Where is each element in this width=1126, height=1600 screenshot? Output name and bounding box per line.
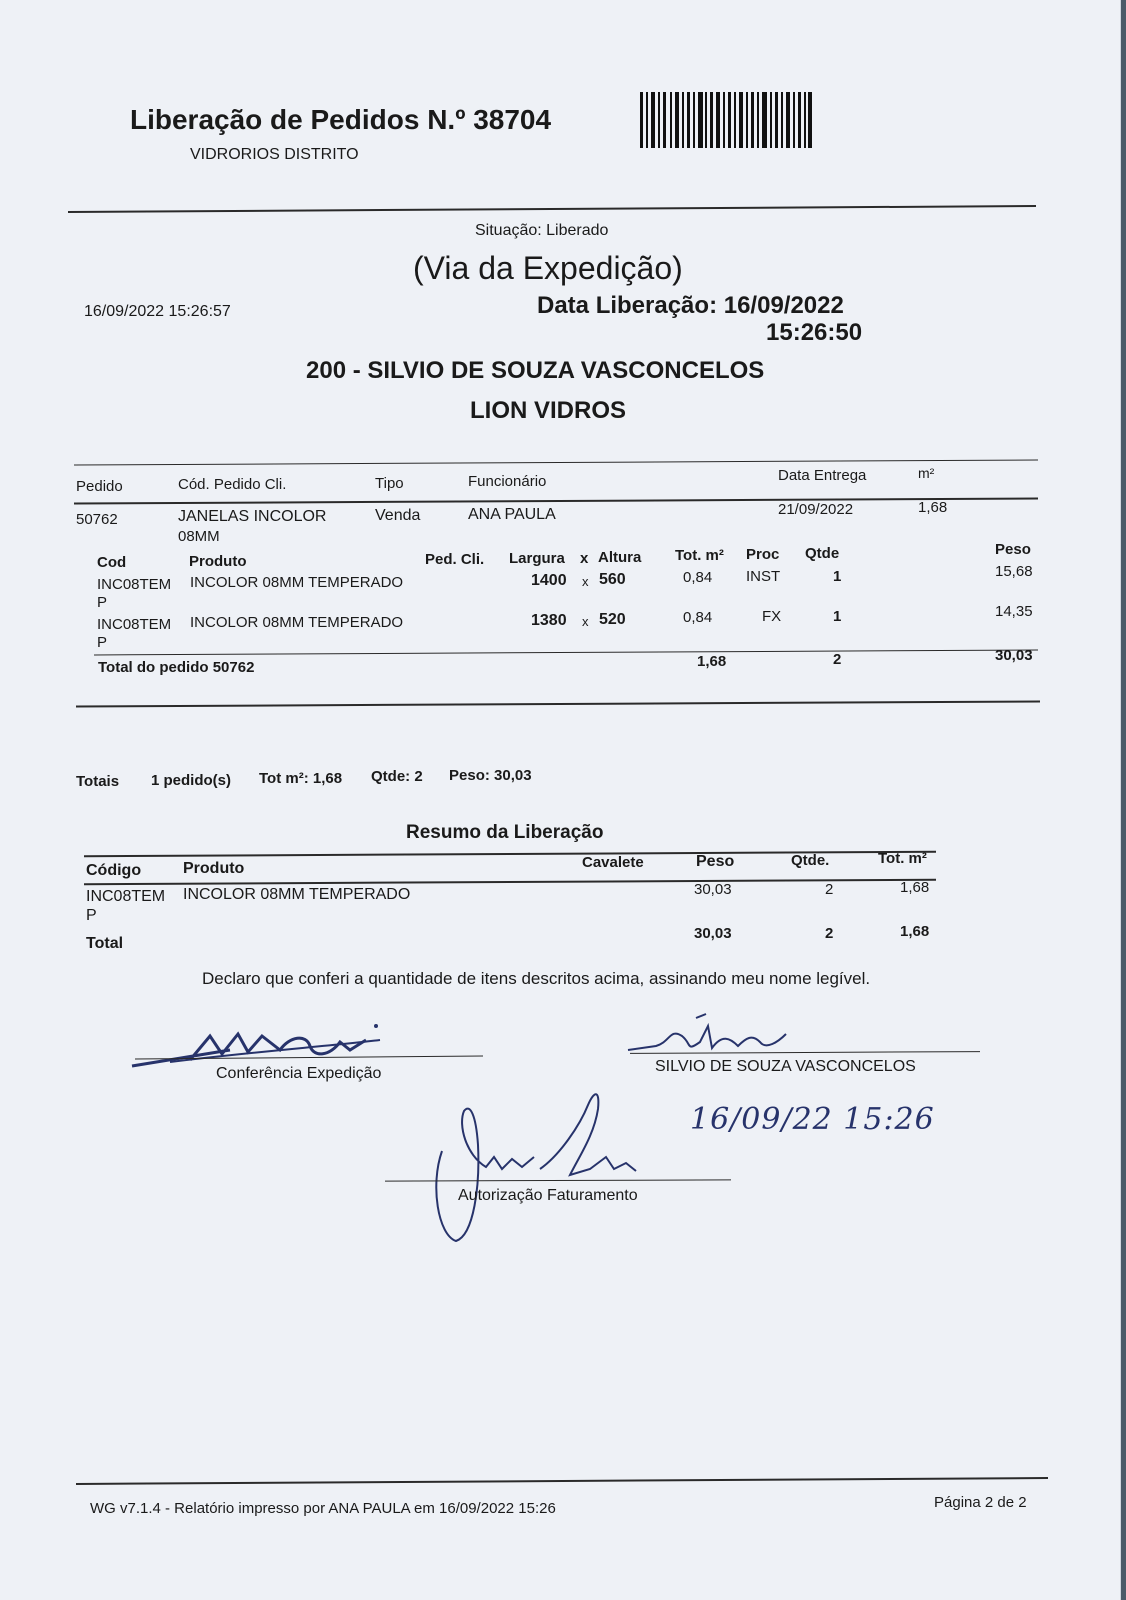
totals-pedidos: 1 pedido(s) bbox=[151, 772, 232, 789]
summary-codigo-line2: P bbox=[86, 907, 97, 924]
totals-m2: Tot m²: 1,68 bbox=[259, 770, 343, 787]
item-qtde: 1 bbox=[833, 568, 842, 585]
col-pedido: Pedido bbox=[76, 478, 123, 495]
col-m2: m² bbox=[918, 465, 935, 481]
item-altura: 520 bbox=[599, 611, 626, 628]
items-col-tot-m2: Tot. m² bbox=[675, 547, 724, 564]
header-divider bbox=[68, 205, 1036, 213]
company-name: VIDRORIOS DISTRITO bbox=[190, 146, 359, 163]
item-largura: 1380 bbox=[531, 612, 567, 629]
summary-codigo-line1: INC08TEM bbox=[86, 888, 166, 905]
totals-peso: Peso: 30,03 bbox=[449, 767, 532, 784]
order-total-label: Total do pedido 50762 bbox=[98, 659, 255, 676]
summary-col-tot-m2: Tot. m² bbox=[878, 850, 927, 867]
handwritten-date: 16/09/22 15:26 bbox=[690, 1102, 935, 1137]
items-col-largura: Largura bbox=[509, 550, 565, 567]
signature-conferencia bbox=[130, 1016, 490, 1068]
order-m2: 1,68 bbox=[918, 499, 948, 516]
client-name: 200 - SILVIO DE SOUZA VASCONCELOS bbox=[306, 357, 765, 384]
order-total-peso: 30,03 bbox=[995, 647, 1033, 664]
item-proc: FX bbox=[762, 608, 782, 625]
item-qtde: 1 bbox=[833, 608, 842, 625]
signature-autorizacao bbox=[430, 1085, 660, 1245]
item-altura: 560 bbox=[599, 571, 626, 588]
declaration-text: Declaro que conferi a quantidade de itens descritos acima, assinando meu nome legível. bbox=[202, 969, 871, 988]
summary-col-produto: Produto bbox=[183, 860, 245, 877]
items-col-ped-cli: Ped. Cli. bbox=[425, 551, 485, 568]
signature-cliente bbox=[626, 1012, 826, 1056]
summary-col-codigo: Código bbox=[86, 862, 142, 879]
items-col-proc: Proc bbox=[746, 546, 780, 563]
summary-qtde: 2 bbox=[825, 881, 834, 898]
item-cod-line2: P bbox=[97, 634, 108, 651]
footer-rule bbox=[76, 1477, 1048, 1485]
label-cliente: SILVIO DE SOUZA VASCONCELOS bbox=[655, 1058, 916, 1075]
item-x: x bbox=[582, 574, 589, 589]
copy-label: (Via da Expedição) bbox=[413, 250, 683, 286]
totals-label: Totais bbox=[76, 773, 120, 790]
order-cod-cli-line2: 08MM bbox=[178, 528, 220, 545]
items-col-produto: Produto bbox=[189, 553, 247, 570]
order-total-qtde: 2 bbox=[833, 651, 842, 668]
order-cod-cli-line1: JANELAS INCOLOR bbox=[178, 508, 327, 525]
order-header-rule bbox=[74, 497, 1038, 504]
col-data-entrega: Data Entrega bbox=[778, 467, 867, 484]
item-tot-m2: 0,84 bbox=[683, 569, 713, 586]
item-cod-line1: INC08TEM bbox=[97, 616, 172, 633]
item-proc: INST bbox=[746, 568, 781, 585]
items-col-qtde: Qtde bbox=[805, 545, 840, 562]
summary-peso: 30,03 bbox=[694, 881, 732, 898]
summary-col-cavalete: Cavalete bbox=[582, 854, 644, 871]
document-title: Liberação de Pedidos N.º 38704 bbox=[130, 104, 552, 135]
summary-header-rule bbox=[84, 879, 936, 885]
label-autorizacao: Autorização Faturamento bbox=[458, 1187, 638, 1204]
totals-qtde: Qtde: 2 bbox=[371, 768, 423, 785]
item-peso: 15,68 bbox=[995, 563, 1033, 580]
footer-printed-by: WG v7.1.4 - Relatório impresso por ANA PAULA em 16/09/2022 15:26 bbox=[90, 1500, 556, 1517]
order-data-entrega: 21/09/2022 bbox=[778, 501, 854, 518]
order-total-m2: 1,68 bbox=[697, 653, 727, 670]
summary-title: Resumo da Liberação bbox=[406, 822, 604, 843]
items-col-x: x bbox=[580, 550, 589, 567]
order-tipo: Venda bbox=[375, 507, 421, 524]
item-largura: 1400 bbox=[531, 572, 567, 589]
summary-total-qtde: 2 bbox=[825, 925, 834, 942]
footer-page-number: Página 2 de 2 bbox=[934, 1494, 1027, 1511]
release-time: 15:26:50 bbox=[766, 319, 863, 346]
items-col-altura: Altura bbox=[598, 549, 642, 566]
col-tipo: Tipo bbox=[375, 475, 404, 492]
label-conferencia: Conferência Expedição bbox=[216, 1065, 382, 1082]
item-x: x bbox=[582, 614, 589, 629]
item-peso: 14,35 bbox=[995, 603, 1033, 620]
order-pedido: 50762 bbox=[76, 511, 118, 528]
item-cod-line2: P bbox=[97, 594, 108, 611]
summary-col-qtde: Qtde. bbox=[791, 852, 830, 869]
order-table-bottom-rule bbox=[76, 700, 1040, 707]
client-company: LION VIDROS bbox=[470, 397, 627, 424]
summary-col-peso: Peso bbox=[696, 853, 735, 870]
item-produto: INCOLOR 08MM TEMPERADO bbox=[190, 574, 404, 591]
items-col-peso: Peso bbox=[995, 541, 1031, 558]
summary-produto: INCOLOR 08MM TEMPERADO bbox=[183, 886, 411, 903]
order-total-rule bbox=[94, 650, 1038, 656]
item-produto: INCOLOR 08MM TEMPERADO bbox=[190, 614, 404, 631]
item-tot-m2: 0,84 bbox=[683, 609, 713, 626]
status-text: Situação: Liberado bbox=[475, 222, 609, 239]
barcode bbox=[640, 92, 812, 148]
summary-total-label: Total bbox=[86, 935, 124, 952]
summary-tot-m2: 1,68 bbox=[900, 879, 930, 896]
order-funcionario: ANA PAULA bbox=[468, 506, 556, 523]
release-date: Data Liberação: 16/09/2022 bbox=[537, 292, 844, 319]
item-cod-line1: INC08TEM bbox=[97, 576, 172, 593]
print-datetime: 16/09/2022 15:26:57 bbox=[84, 303, 231, 320]
summary-total-peso: 30,03 bbox=[694, 925, 732, 942]
col-cod-pedido-cli: Cód. Pedido Cli. bbox=[178, 476, 287, 493]
col-funcionario: Funcionário bbox=[468, 473, 547, 490]
summary-total-m2: 1,68 bbox=[900, 923, 930, 940]
order-table-top-rule bbox=[74, 459, 1038, 465]
items-col-cod: Cod bbox=[97, 554, 127, 571]
